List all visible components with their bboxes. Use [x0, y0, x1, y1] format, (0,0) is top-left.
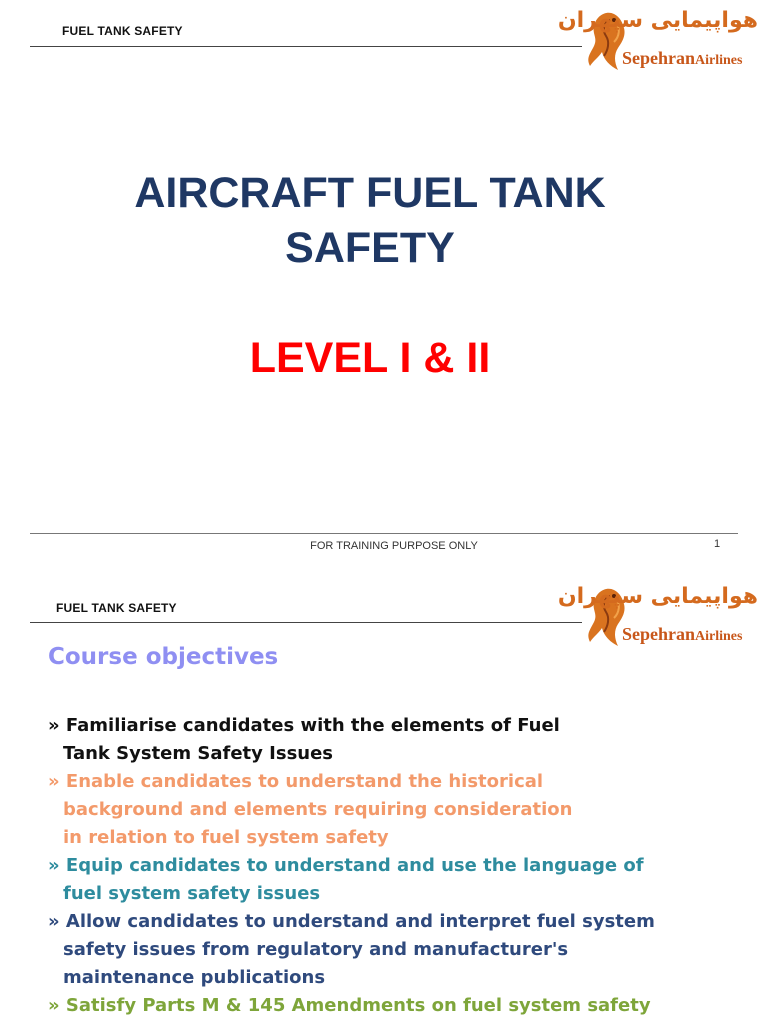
logo-farsi-text: هواپیمایی سپهران — [557, 584, 758, 609]
logo-english-text: SepehranAirlines — [622, 624, 743, 644]
page-number: 1 — [714, 538, 721, 550]
logo-english-text: SepehranAirlines — [622, 48, 743, 68]
header-divider — [30, 46, 582, 47]
section-title: Course objectives — [48, 644, 279, 670]
header-title: FUEL TANK SAFETY — [56, 601, 177, 615]
slide-2 — [0, 576, 768, 1024]
footer-text: FOR TRAINING PURPOSE ONLY — [310, 540, 478, 552]
footer-divider — [30, 533, 738, 534]
objective-item: » Enable candidates to understand the historical background and elements requiring consideration in relation to fuel system safety — [48, 771, 573, 848]
title-line-1: AIRCRAFT FUEL TANK — [134, 169, 606, 217]
company-logo — [557, 580, 764, 652]
objectives-list — [48, 712, 655, 1020]
slide-title — [0, 166, 740, 276]
title-line-2: SAFETY — [285, 224, 455, 272]
objective-item: » Familiarise candidates with the elements of Fuel Tank System Safety Issues — [48, 715, 560, 764]
objective-item: » Satisfy Parts M & 145 Amendments on fuel system safety — [48, 995, 651, 1016]
header-divider — [30, 622, 582, 623]
slide-subtitle: LEVEL I & II — [249, 334, 491, 382]
header-title: FUEL TANK SAFETY — [62, 24, 183, 38]
logo-farsi-text: هواپیمایی سپهران — [557, 8, 758, 33]
company-logo — [557, 4, 764, 76]
objective-item: » Equip candidates to understand and use the language of fuel system safety issues — [48, 855, 644, 904]
objective-item: » Allow candidates to understand and interpret fuel system safety issues from regulatory and manufacturer's maintenance publications — [48, 911, 655, 988]
